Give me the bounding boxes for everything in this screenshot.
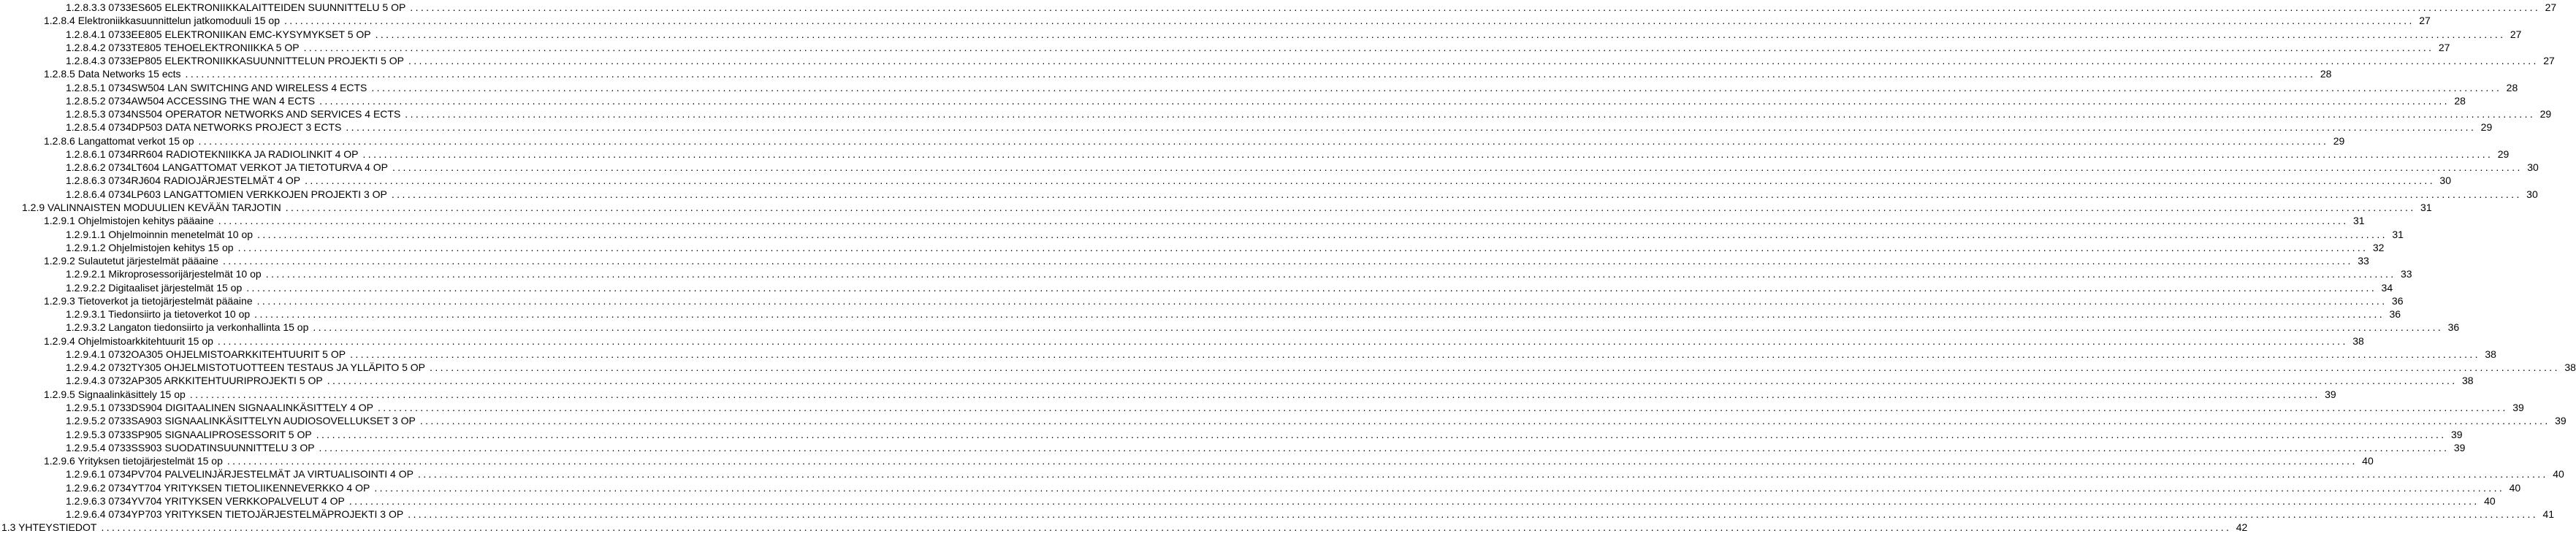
toc-entry-title[interactable]: 1.2.8.4.2 0733TE805 TEHOELEKTRONIIKKA 5 OP <box>66 41 300 53</box>
toc-entry[interactable] <box>66 28 2522 41</box>
toc-dot-leader: ................................................................................................................................................................................................................................................................................................................................................................................................................ <box>350 348 2480 360</box>
toc-entry[interactable] <box>66 428 2463 441</box>
toc-page-number[interactable]: 36 <box>2389 308 2401 321</box>
toc-entry[interactable] <box>44 214 2365 227</box>
toc-dot-leader: ................................................................................................................................................................................................................................................................................................................................................................................................................ <box>265 268 2396 280</box>
toc-entry-title[interactable]: 1.2.9.3.2 Langaton tiedonsiirto ja verkonhallinta 15 op <box>66 321 309 334</box>
toc-page-number[interactable]: 29 <box>2539 108 2552 120</box>
toc-dot-leader: ................................................................................................................................................................................................................................................................................................................................................................................................................ <box>327 375 2458 387</box>
toc-page-number[interactable]: 27 <box>2438 41 2450 53</box>
toc-entry-title[interactable]: 1.2.9.5.1 0733DS904 DIGITAALINEN SIGNAALINKÄSITTELY 4 OP <box>66 401 373 413</box>
toc-entry-title[interactable]: 1.2.8.5 Data Networks 15 ects <box>44 68 181 80</box>
toc-page-number[interactable]: 36 <box>2391 294 2404 307</box>
toc-page-number[interactable]: 27 <box>2419 15 2431 27</box>
toc-dot-leader: ................................................................................................................................................................................................................................................................................................................................................................................................................ <box>319 94 2450 107</box>
toc-entry-title[interactable]: 1.2.8.5.1 0734SW504 LAN SWITCHING AND WIRELESS 4 ECTS <box>66 81 367 93</box>
toc-page-number[interactable]: 39 <box>2512 401 2524 413</box>
toc-page-number[interactable]: 38 <box>2462 375 2474 387</box>
toc-page-number[interactable]: 30 <box>2526 188 2538 200</box>
toc-entry[interactable] <box>66 1 2557 14</box>
toc-entry-title[interactable]: 1.2.8.6.2 0734LT604 LANGATTOMAT VERKOT JA TIETOTURVA 4 OP <box>66 161 388 174</box>
toc-entry[interactable] <box>66 441 2466 454</box>
toc-entry-title[interactable]: 1.2.8.5.3 0734NS504 OPERATOR NETWORKS AND SERVICES 4 ECTS <box>66 108 401 120</box>
toc-entry[interactable] <box>44 454 2374 467</box>
toc-entry-title[interactable]: 1.2.8.6.4 0734LP603 LANGATTOMIEN VERKKOJEN PROJEKTI 3 OP <box>66 188 387 200</box>
toc-dot-leader: ................................................................................................................................................................................................................................................................................................................................................................................................................ <box>283 15 2415 27</box>
toc-page-number[interactable]: 34 <box>2381 281 2393 294</box>
toc-entry[interactable] <box>66 361 2576 374</box>
toc-dot-leader: ................................................................................................................................................................................................................................................................................................................................................................................................................ <box>348 494 2480 507</box>
toc-dot-leader: ................................................................................................................................................................................................................................................................................................................................................................................................................ <box>417 468 2548 481</box>
toc-dot-leader: ................................................................................................................................................................................................................................................................................................................................................................................................................ <box>256 294 2388 307</box>
toc-dot-leader: ................................................................................................................................................................................................................................................................................................................................................................................................................ <box>392 161 2523 174</box>
toc-page-number[interactable]: 27 <box>2510 28 2522 40</box>
toc-entry-title[interactable]: 1.2.9.2 Sulautetut järjestelmät pääaine <box>44 255 218 267</box>
toc-entry[interactable] <box>66 467 2564 481</box>
toc-dot-leader: ................................................................................................................................................................................................................................................................................................................................................................................................................ <box>391 188 2522 200</box>
toc-entry[interactable] <box>66 321 2460 334</box>
toc-entry[interactable] <box>44 254 2369 267</box>
toc-entry-title[interactable]: 1.2.8.3.3 0733ES605 ELEKTRONIIKKALAITTEIDEN SUUNNITTELU 5 OP <box>66 1 406 13</box>
toc-dot-leader: ................................................................................................................................................................................................................................................................................................................................................................................................................ <box>185 68 2316 80</box>
toc-entry[interactable] <box>66 107 2552 120</box>
toc-entry[interactable] <box>66 348 2496 361</box>
toc-entry[interactable] <box>66 41 2450 54</box>
toc-page-number[interactable]: 27 <box>2543 55 2555 67</box>
toc-entry-title[interactable]: 1.2.8.5.4 0734DP503 DATA NETWORKS PROJECT 3 ECTS <box>66 121 342 134</box>
toc-entry[interactable] <box>66 188 2538 201</box>
toc-entry[interactable] <box>66 54 2555 67</box>
toc-page-number[interactable]: 33 <box>2400 268 2412 280</box>
toc-dot-leader: ................................................................................................................................................................................................................................................................................................................................................................................................................ <box>319 441 2450 453</box>
toc-dot-leader: ................................................................................................................................................................................................................................................................................................................................................................................................................ <box>101 521 2232 534</box>
toc-entry-title[interactable]: 1.2.9.4.1 0732OA305 OHJELMISTOARKKITEHTUURIT 5 OP <box>66 348 346 360</box>
toc-entry-title[interactable]: 1.3 YHTEYSTIEDOT <box>1 521 97 534</box>
toc-page-number[interactable]: 29 <box>2497 148 2510 160</box>
toc-page-number[interactable]: 28 <box>2320 68 2332 80</box>
toc-entry-title[interactable]: 1.2.9.1.1 Ohjelmoinnin menetelmät 10 op <box>66 228 254 240</box>
toc-entry[interactable] <box>66 241 2385 254</box>
toc-entry[interactable] <box>66 307 2401 321</box>
toc-entry-title[interactable]: 1.2.9.3.1 Tiedonsiirto ja tietoverkot 10 op <box>66 308 251 321</box>
toc-page-number[interactable]: 39 <box>2555 415 2567 427</box>
toc-dot-leader: ................................................................................................................................................................................................................................................................................................................................................................................................................ <box>371 81 2502 93</box>
toc-dot-leader: ................................................................................................................................................................................................................................................................................................................................................................................................................ <box>222 255 2353 267</box>
toc-entry[interactable] <box>66 94 2466 107</box>
toc-entry[interactable] <box>66 148 2510 161</box>
toc-entry-title[interactable]: 1.2.9.4.3 0732AP305 ARKKITEHTUURIPROJEKTI 5 OP <box>66 375 323 387</box>
toc-page-number[interactable]: 42 <box>2236 521 2248 534</box>
toc-entry[interactable] <box>66 401 2524 414</box>
toc-dot-leader: ................................................................................................................................................................................................................................................................................................................................................................................................................ <box>408 55 2539 67</box>
toc-entry-title[interactable]: 1.2.9.5.4 0733SS903 SUODATINSUUNNITTELU 3 OP <box>66 441 315 453</box>
toc-entry[interactable] <box>66 414 2567 427</box>
toc-entry-title[interactable]: 1.2.9.1 Ohjelmistojen kehitys pääaine <box>44 215 214 227</box>
toc-entry-title[interactable]: 1.2.9.4.2 0732TY305 OHJELMISTOTUOTTEEN TESTAUS JA YLLÄPITO 5 OP <box>66 361 426 374</box>
toc-entry[interactable] <box>44 388 2336 401</box>
toc-entry-title[interactable]: 1.2.8.6.3 0734RJ604 RADIOJÄRJESTELMÄT 4 OP <box>66 175 301 187</box>
toc-entry[interactable] <box>66 494 2496 508</box>
toc-page-number[interactable]: 39 <box>2453 441 2466 453</box>
toc-page-number[interactable]: 40 <box>2484 494 2496 507</box>
toc-page-number[interactable]: 27 <box>2545 1 2557 13</box>
toc-entry-title[interactable]: 1.2.9.3 Tietoverkot ja tietojärjestelmät pääaine <box>44 294 253 307</box>
toc-dot-leader: ................................................................................................................................................................................................................................................................................................................................................................................................................ <box>410 1 2541 13</box>
toc-entry-title[interactable]: 1.2.8.4.1 0733EE805 ELEKTRONIIKAN EMC-KYSYMYKSET 5 OP <box>66 28 371 40</box>
toc-dot-leader: ................................................................................................................................................................................................................................................................................................................................................................................................................ <box>374 481 2505 494</box>
toc-page-number[interactable]: 31 <box>2392 228 2404 240</box>
toc-dot-leader: ................................................................................................................................................................................................................................................................................................................................................................................................................ <box>285 201 2416 213</box>
toc-entry[interactable] <box>66 228 2404 241</box>
toc-dot-leader: ................................................................................................................................................................................................................................................................................................................................................................................................................ <box>375 28 2506 40</box>
toc-page-number[interactable]: 39 <box>2325 388 2336 400</box>
toc-page-number[interactable]: 40 <box>2509 481 2521 494</box>
toc-entry-title[interactable]: 1.2.8.5.2 0734AW504 ACCESSING THE WAN 4 ECTS <box>66 94 316 107</box>
toc-entry[interactable] <box>66 374 2474 387</box>
toc-entry-title[interactable]: 1.2.9.2.2 Digitaaliset järjestelmät 15 op <box>66 281 243 294</box>
toc-page-number[interactable]: 39 <box>2450 428 2463 440</box>
toc-entry-title[interactable]: 1.2.8.4.3 0733EP805 ELEKTRONIIKKASUUNNITTELUN PROJEKTI 5 OP <box>66 55 404 67</box>
toc-dot-leader: ................................................................................................................................................................................................................................................................................................................................................................................................................ <box>313 321 2444 334</box>
toc-entry[interactable] <box>66 161 2539 174</box>
toc-dot-leader: ................................................................................................................................................................................................................................................................................................................................................................................................................ <box>408 508 2539 521</box>
toc-entry[interactable] <box>66 508 2555 521</box>
toc-page-number[interactable]: 31 <box>2420 201 2432 213</box>
toc-entry[interactable] <box>66 267 2412 280</box>
toc-entry-title[interactable]: 1.2.9.5 Signaalinkäsittely 15 op <box>44 388 186 400</box>
toc-page-number[interactable]: 28 <box>2454 94 2466 107</box>
toc-entry-title[interactable]: 1.2.8.4 Elektroniikkasuunnittelun jatkomoduuli 15 op <box>44 15 280 27</box>
toc-page-number[interactable]: 40 <box>2553 468 2564 481</box>
toc-dot-leader: ................................................................................................................................................................................................................................................................................................................................................................................................................ <box>217 334 2348 347</box>
toc-entry-title[interactable]: 1.2.9 VALINNAISTEN MODUULIEN KEVÄÄN TARJOTIN <box>22 201 281 213</box>
toc-page-number[interactable]: 36 <box>2447 321 2460 334</box>
toc-page-number[interactable]: 30 <box>2527 161 2539 174</box>
toc-entry-title[interactable]: 1.2.9.2.1 Mikroprosessorijärjestelmät 10 op <box>66 268 262 280</box>
toc-dot-leader: ................................................................................................................................................................................................................................................................................................................................................................................................................ <box>377 401 2508 413</box>
toc-dot-leader: ................................................................................................................................................................................................................................................................................................................................................................................................................ <box>430 361 2560 374</box>
toc-entry-title[interactable]: 1.2.9.4 Ohjelmistoarkkitehtuurit 15 op <box>44 334 213 347</box>
toc-entry-title[interactable]: 1.2.9.6 Yrityksen tietojärjestelmät 15 op <box>44 455 223 467</box>
toc-entry-title[interactable]: 1.2.8.6.1 0734RR604 RADIOTEKNIIKKA JA RADIOLINKIT 4 OP <box>66 148 359 160</box>
toc-entry-title[interactable]: 1.2.9.5.2 0733SA903 SIGNAALINKÄSITTELYN AUDIOSOVELLUKSET 3 OP <box>66 415 416 427</box>
toc-entry[interactable] <box>44 14 2431 27</box>
toc-dot-leader: ................................................................................................................................................................................................................................................................................................................................................................................................................ <box>226 455 2358 467</box>
toc-dot-leader: ................................................................................................................................................................................................................................................................................................................................................................................................................ <box>316 428 2447 440</box>
toc-entry[interactable] <box>44 334 2364 348</box>
toc-entry[interactable] <box>66 281 2393 294</box>
toc-dot-leader: ................................................................................................................................................................................................................................................................................................................................................................................................................ <box>198 134 2329 147</box>
toc-entry-title[interactable]: 1.2.8.6 Langattomat verkot 15 op <box>44 134 194 147</box>
toc-page-number[interactable]: 38 <box>2352 334 2364 347</box>
toc-page-number[interactable]: 32 <box>2372 241 2385 253</box>
toc-dot-leader: ................................................................................................................................................................................................................................................................................................................................................................................................................ <box>254 308 2385 321</box>
toc-dot-leader: ................................................................................................................................................................................................................................................................................................................................................................................................................ <box>362 148 2493 160</box>
toc-dot-leader: ................................................................................................................................................................................................................................................................................................................................................................................................................ <box>303 41 2434 53</box>
toc-entry-title[interactable]: 1.2.9.6.4 0734YP703 YRITYKSEN TIETOJÄRJESTELMÄPROJEKTI 3 OP <box>66 508 404 521</box>
toc-dot-leader: ................................................................................................................................................................................................................................................................................................................................................................................................................ <box>305 175 2435 187</box>
toc-entry[interactable] <box>44 294 2404 307</box>
toc-page-number[interactable]: 29 <box>2333 134 2345 147</box>
toc-dot-leader: ................................................................................................................................................................................................................................................................................................................................................................................................................ <box>246 281 2377 294</box>
toc-entry[interactable] <box>44 67 2332 80</box>
toc-page-number[interactable]: 28 <box>2506 81 2518 93</box>
toc-entry-title[interactable]: 1.2.9.6.2 0734YT704 YRITYKSEN TIETOLIIKENNEVERKKO 4 OP <box>66 481 370 494</box>
toc-page-number[interactable]: 31 <box>2352 215 2365 227</box>
toc-entry[interactable] <box>66 120 2493 134</box>
toc-page-number[interactable]: 38 <box>2564 361 2576 374</box>
toc-entry[interactable] <box>66 81 2518 94</box>
toc-entry-title[interactable]: 1.2.9.6.1 0734PV704 PALVELINJÄRJESTELMÄT JA VIRTUALISOINTI 4 OP <box>66 468 414 481</box>
toc-dot-leader: ................................................................................................................................................................................................................................................................................................................................................................................................................ <box>218 215 2349 227</box>
toc-page-number[interactable]: 30 <box>2439 175 2451 187</box>
toc-entry-title[interactable]: 1.2.9.6.3 0734YV704 YRITYKSEN VERKKOPALVELUT 4 OP <box>66 494 345 507</box>
toc-dot-leader: ................................................................................................................................................................................................................................................................................................................................................................................................................ <box>237 241 2369 253</box>
toc-entry[interactable] <box>22 201 2432 214</box>
toc-dot-leader: ................................................................................................................................................................................................................................................................................................................................................................................................................ <box>419 415 2550 427</box>
toc-entry-title[interactable]: 1.2.9.5.3 0733SP905 SIGNAALIPROSESSORIT 5 OP <box>66 428 312 440</box>
toc-dot-leader: ................................................................................................................................................................................................................................................................................................................................................................................................................ <box>257 228 2388 240</box>
toc-page-number[interactable]: 40 <box>2362 455 2374 467</box>
toc-page-number[interactable]: 38 <box>2485 348 2496 360</box>
toc-dot-leader: ................................................................................................................................................................................................................................................................................................................................................................................................................ <box>189 388 2320 400</box>
toc-entry-title[interactable]: 1.2.9.1.2 Ohjelmistojen kehitys 15 op <box>66 241 234 253</box>
toc-page-number[interactable]: 33 <box>2358 255 2369 267</box>
toc-dot-leader: ................................................................................................................................................................................................................................................................................................................................................................................................................ <box>405 108 2536 120</box>
toc-entry[interactable] <box>1 521 2248 534</box>
toc-page-number[interactable]: 29 <box>2480 121 2493 134</box>
toc-dot-leader: ................................................................................................................................................................................................................................................................................................................................................................................................................ <box>346 121 2477 134</box>
toc-page-number[interactable]: 41 <box>2542 508 2555 521</box>
toc-entry[interactable] <box>66 174 2451 187</box>
toc-entry[interactable] <box>66 481 2521 494</box>
toc-entry[interactable] <box>44 134 2345 148</box>
